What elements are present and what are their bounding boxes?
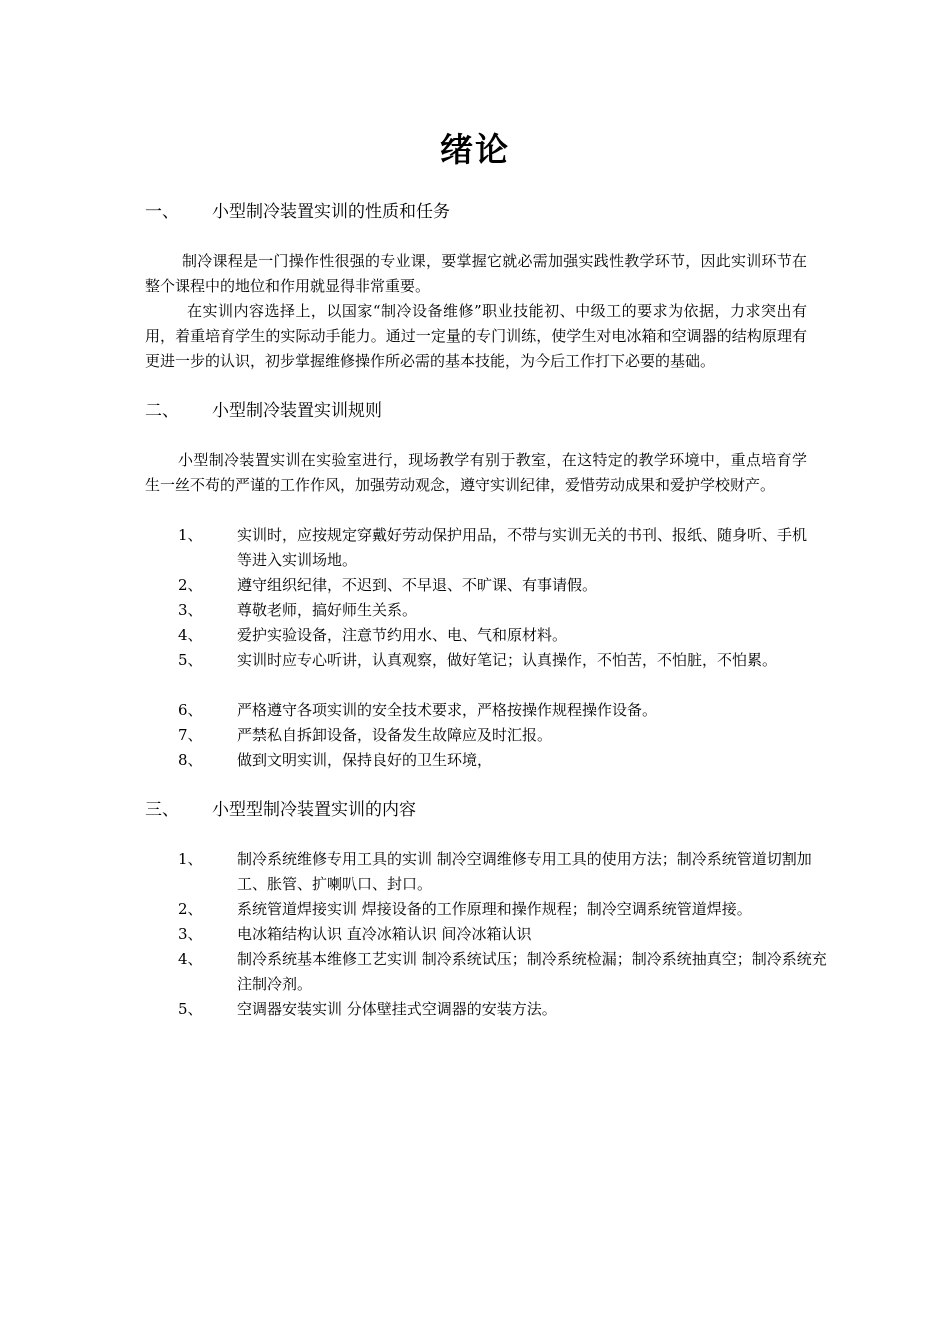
rule-item [145, 723, 825, 748]
section-2-intro: 小型制冷装置实训在实验室进行，现场教学有别于教室，在这特定的教学环境中，重点培育学生一丝不苟的严谨的工作作风，加强劳动观念，遵守实训纪律，爱惜劳动成果和爱护学校财产。 [145, 451, 807, 494]
rule-text: 严禁私自拆卸设备，设备发生故障应及时汇报。 [237, 726, 553, 744]
page-title: 绪论 [440, 130, 510, 169]
content-text: 电冰箱结构认识 直冷冰箱认识 间冷冰箱认识 [237, 925, 532, 943]
rule-item [145, 523, 825, 573]
rule-text: 尊敬老师，搞好师生关系。 [237, 601, 418, 619]
content-number: 3、 [178, 925, 203, 943]
rule-item [145, 623, 825, 648]
content-item [145, 947, 825, 997]
rule-item [145, 748, 825, 773]
section-3-heading [145, 797, 825, 823]
content-number: 4、 [178, 950, 203, 968]
rule-number: 6、 [178, 701, 203, 719]
content-number: 1、 [178, 850, 203, 868]
rule-item [145, 573, 825, 598]
content-number: 5、 [178, 1000, 203, 1018]
content-text: 制冷系统基本维修工艺实训 制冷系统试压；制冷系统检漏；制冷系统抽真空；制冷系统充注制冷剂。 [237, 950, 827, 993]
rule-text: 严格遵守各项实训的安全技术要求，严格按操作规程操作设备。 [237, 701, 658, 719]
rule-item [145, 698, 825, 723]
content-number: 2、 [178, 900, 203, 918]
rule-text: 实训时应专心听讲，认真观察，做好笔记；认真操作，不怕苦，不怕脏，不怕累。 [237, 651, 778, 669]
rule-number: 5、 [178, 651, 203, 669]
content-text: 系统管道焊接实训 焊接设备的工作原理和操作规程；制冷空调系统管道焊接。 [237, 900, 752, 918]
rule-number: 4、 [178, 626, 203, 644]
content-item [145, 997, 825, 1022]
rule-text: 实训时，应按规定穿戴好劳动保护用品，不带与实训无关的书刊、报纸、随身听、手机等进入实训场地。 [237, 526, 808, 569]
section-1-paragraph-1: 制冷课程是一门操作性很强的专业课，要掌握它就必需加强实践性教学环节，因此实训环节在整个课程中的地位和作用就显得非常重要。 [145, 252, 807, 295]
section-2-heading [145, 398, 825, 424]
section-3-title: 小型型制冷装置实训的内容 [212, 800, 416, 820]
section-1-paragraph-2: 在实训内容选择上，以国家“制冷设备维修”职业技能初、中级工的要求为依据，力求突出有用，着重培育学生的实际动手能力。通过一定量的专门训练，使学生对电冰箱和空调器的结构原理有更进一步的认识，初步掌握维修操作所必需的基本技能，为今后工作打下必要的基础。 [145, 302, 807, 370]
content-item [145, 897, 825, 922]
section-1-title: 小型制冷装置实训的性质和任务 [212, 202, 450, 222]
rule-item [145, 648, 825, 673]
content-text: 空调器安装实训 分体壁挂式空调器的安装方法。 [237, 1000, 557, 1018]
section-3-number: 三、 [145, 800, 179, 820]
rule-number: 2、 [178, 576, 203, 594]
rule-number: 8、 [178, 751, 203, 769]
section-2-title: 小型制冷装置实训规则 [212, 401, 382, 421]
rule-text: 做到文明实训，保持良好的卫生环境， [237, 751, 493, 769]
section-1-number: 一、 [145, 202, 179, 222]
rule-number: 7、 [178, 726, 203, 744]
rule-number: 1、 [178, 526, 203, 544]
section-1-heading [145, 199, 825, 225]
section-2-number: 二、 [145, 401, 179, 421]
rule-text: 遵守组织纪律，不迟到、不早退、不旷课、有事请假。 [237, 576, 598, 594]
content-text: 制冷系统维修专用工具的实训 制冷空调维修专用工具的使用方法；制冷系统管道切割加工、胀管、扩喇叭口、封口。 [237, 850, 812, 893]
rule-item [145, 598, 825, 623]
rule-number: 3、 [178, 601, 203, 619]
content-item [145, 922, 825, 947]
content-item [145, 847, 825, 897]
rule-text: 爱护实验设备，注意节约用水、电、气和原材料。 [237, 626, 568, 644]
